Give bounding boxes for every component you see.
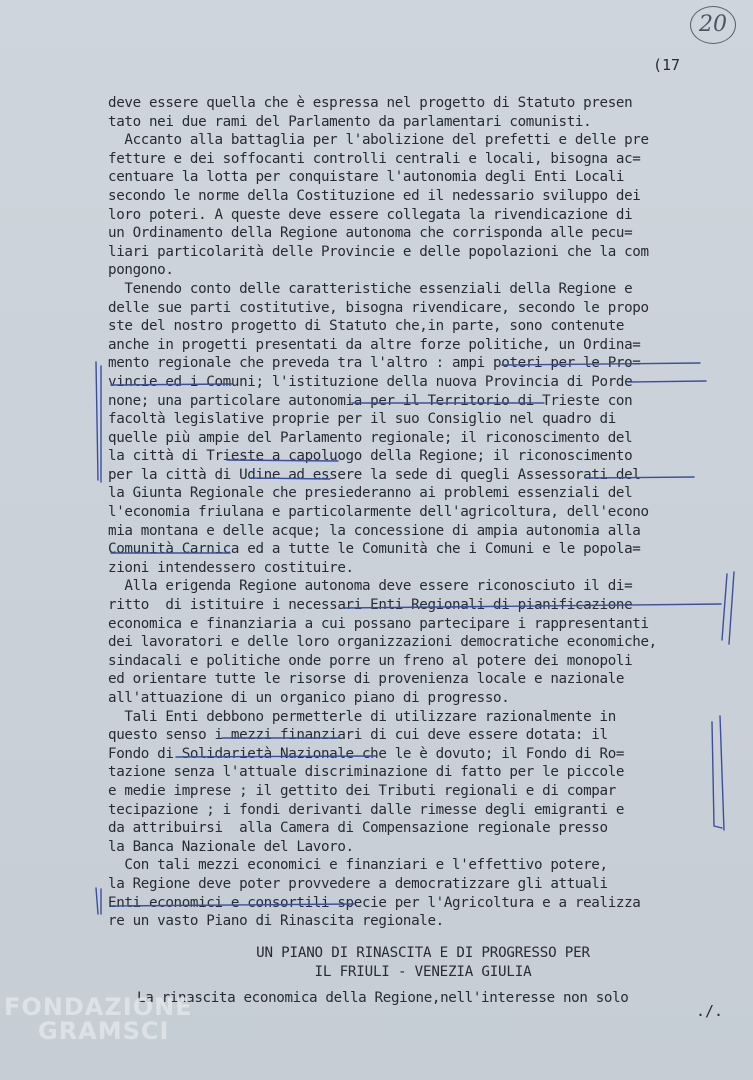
text-line: l'economia friulana e particolarmente dell'agricoltura, dell'econo	[108, 504, 649, 521]
text-line: sindacali e politiche onde porre un freno al potere dei monopoli	[108, 652, 633, 669]
text-line: fetture e dei soffocanti controlli centrali e locali, bisogna ac=	[108, 150, 641, 167]
text-line: centuare la lotta per conquistare l'autonomia degli Enti Locali	[108, 169, 625, 186]
text-line: quelle più ampie del Parlamento regionale; il riconoscimento del	[108, 429, 633, 446]
text-line: re un vasto Piano di Rinascita regionale.	[108, 913, 444, 930]
text-line: Comunità Carnica ed a tutte le Comunità che i Comuni e le popola=	[108, 541, 641, 558]
text-line: la città di Trieste a capoluogo della Regione; il riconoscimento	[108, 448, 633, 465]
text-line: un Ordinamento della Regione autonoma che corrisponda alle pecu=	[108, 225, 633, 242]
text-line: Accanto alla battaglia per l'abolizione del prefetti e delle pre	[108, 132, 649, 149]
text-line: da attribuirsi alla Camera di Compensazione regionale presso	[108, 820, 608, 837]
text-line: la Giunta Regionale che presiederanno ai problemi essenziali del	[108, 485, 633, 502]
text-line: Tali Enti debbono permetterle di utilizzare razionalmente in	[108, 708, 616, 725]
text-line: tecipazione ; i fondi derivanti dalle rimesse degli emigranti e	[108, 801, 625, 818]
watermark-logo: FONDAZIONE GRAMSCI	[4, 993, 193, 1045]
text-line: questo senso i mezzi finanziari di cui deve essere dotata: il	[108, 727, 608, 744]
text-line: Tenendo conto delle caratteristiche essenziali della Regione e	[108, 280, 633, 297]
text-line: liari particolarità delle Provincie e delle popolazioni che la com	[108, 243, 649, 260]
margin-mark	[96, 888, 98, 914]
section-heading-line-2: IL FRIULI - VENEZIA GIULIA	[314, 964, 532, 980]
text-line: Con tali mezzi economici e finanziari e l'effettivo potere,	[108, 857, 608, 874]
margin-mark	[96, 362, 98, 480]
text-line: anche in progetti presentati da altre forze politiche, un Ordina=	[108, 336, 641, 353]
text-line: deve essere quella che è espressa nel progetto di Statuto presen	[108, 95, 633, 111]
text-line: ed orientare tutte le risorse di provenienza locale e nazionale	[108, 671, 625, 688]
text-line: vincie ed i Comuni; l'istituzione della nuova Provincia di Porde	[108, 373, 633, 390]
text-line: facoltà legislative proprie per il suo Consiglio nel quadro di	[108, 411, 616, 428]
text-line: loro poteri. A queste deve essere collegata la rivendicazione di	[108, 206, 633, 223]
text-line: e medie imprese ; il gettito dei Tributi regionali e di compar	[108, 782, 616, 799]
text-line: tato nei due rami del Parlamento da parlamentari comunisti.	[108, 113, 592, 130]
archive-number: 20	[690, 6, 736, 44]
text-line: per la città di Udine ad essere la sede di quegli Assessorati del	[108, 466, 641, 483]
body-text	[108, 94, 738, 931]
text-line: mia montana e delle acque; la concessione di ampia autonomia alla	[108, 522, 641, 539]
text-line: Alla erigenda Regione autonoma deve essere riconosciuto il di=	[108, 578, 633, 595]
text-line: ste del nostro progetto di Statuto che,in parte, sono contenute	[108, 318, 625, 335]
text-line: economica e finanziaria a cui possano partecipare i rappresentanti	[108, 615, 649, 632]
text-line: la Banca Nazionale del Lavoro.	[108, 838, 354, 855]
text-line: delle sue parti costitutive, bisogna rivendicare, secondo le propo	[108, 299, 649, 316]
text-line: mento regionale che preveda tra l'altro : ampi poteri per le Pro=	[108, 355, 641, 372]
text-line: pongono.	[108, 262, 174, 279]
text-line: zioni intendessero costituire.	[108, 559, 354, 576]
text-line: all'attuazione di un organico piano di progresso.	[108, 690, 510, 706]
text-line: Enti economici e consortili specie per l'Agricoltura e a realizza	[108, 894, 641, 911]
section-heading-line-1: UN PIANO DI RINASCITA E DI PROGRESSO PER	[256, 945, 590, 961]
text-line: tazione senza l'attuale discriminazione di fatto per le piccole	[108, 764, 625, 781]
text-line: ritto di istituire i necessari Enti Regionali di pianificazione	[108, 597, 633, 614]
closing-line: La rinascita economica della Regione,nell'interesse non solo	[137, 990, 629, 1006]
text-line: Fondo di Solidarietà Nazionale che le è dovuto; il Fondo di Ro=	[108, 745, 625, 762]
continuation-mark: ./.	[696, 1002, 724, 1020]
page-number: (17	[653, 56, 681, 74]
text-line: dei lavoratori e delle loro organizzazioni democratiche economiche,	[108, 634, 657, 651]
text-line: secondo le norme della Costituzione ed il nedessario sviluppo dei	[108, 187, 641, 204]
text-line: la Regione deve poter provvedere a democratizzare gli attuali	[108, 875, 608, 892]
text-line: none; una particolare autonomia per il Territorio di Trieste con	[108, 392, 633, 409]
